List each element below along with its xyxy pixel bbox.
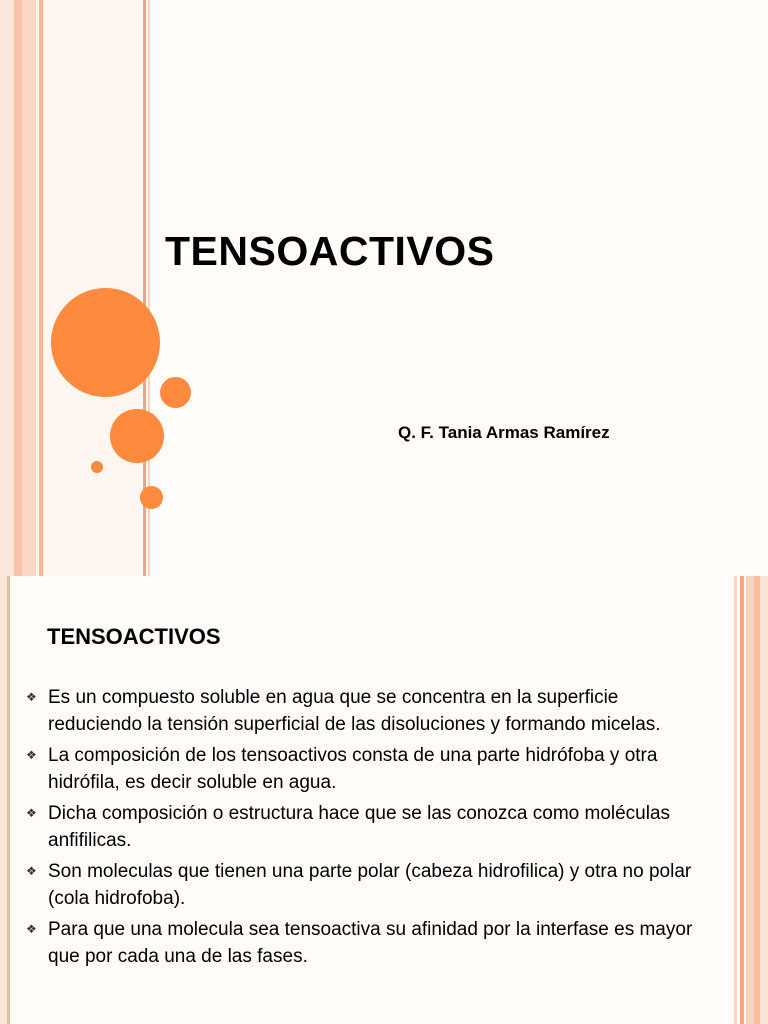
bullet-text: La composición de los tensoactivos consta de una parte hidrófoba y otra hidrófila, es decir soluble en agua. (48, 745, 658, 793)
small-circle-decoration (160, 377, 191, 408)
bullet-text: Son moleculas que tienen una parte polar (cabeza hidrofilica) y otra no polar (cola hidrofoba). (48, 861, 692, 909)
large-circle-decoration (51, 288, 160, 397)
small-circle-decoration (140, 486, 163, 509)
slide-title: TENSOACTIVOS (165, 228, 495, 274)
diamond-bullet-icon: ❖ (26, 806, 37, 820)
diamond-bullet-icon: ❖ (26, 748, 37, 762)
list-item (26, 858, 716, 912)
decorative-stripe (0, 0, 14, 576)
slide-author: Q. F. Tania Armas Ramírez (398, 423, 610, 442)
decorative-stripe (14, 0, 22, 576)
decorative-stripe (7, 576, 10, 1024)
decorative-stripe (22, 0, 36, 576)
list-item (26, 684, 716, 738)
content-slide (0, 576, 768, 1024)
decorative-stripe (0, 576, 7, 1024)
diamond-bullet-icon: ❖ (26, 690, 37, 704)
decorative-stripe (746, 576, 754, 1024)
decorative-stripe (43, 0, 143, 576)
bullet-list (26, 684, 716, 974)
decorative-stripe (760, 576, 768, 1024)
list-item (26, 916, 716, 970)
diamond-bullet-icon: ❖ (26, 864, 37, 878)
bullet-text: Dicha composición o estructura hace que se las conozca como moléculas anfifilicas. (48, 803, 671, 851)
bullet-text: Es un compuesto soluble en agua que se concentra en la superficie reduciendo la tensión superficial de las disoluciones y formando micelas. (48, 687, 661, 735)
decorative-stripe (740, 576, 744, 1024)
tiny-circle-decoration (91, 461, 103, 473)
medium-circle-decoration (110, 409, 164, 463)
list-item (26, 742, 716, 796)
diamond-bullet-icon: ❖ (26, 922, 37, 936)
bullet-text: Para que una molecula sea tensoactiva su afinidad por la interfase es mayor que por cada una de las fases. (48, 919, 693, 967)
slide-heading: TENSOACTIVOS (47, 624, 221, 649)
decorative-stripe (734, 576, 737, 1024)
list-item (26, 800, 716, 854)
